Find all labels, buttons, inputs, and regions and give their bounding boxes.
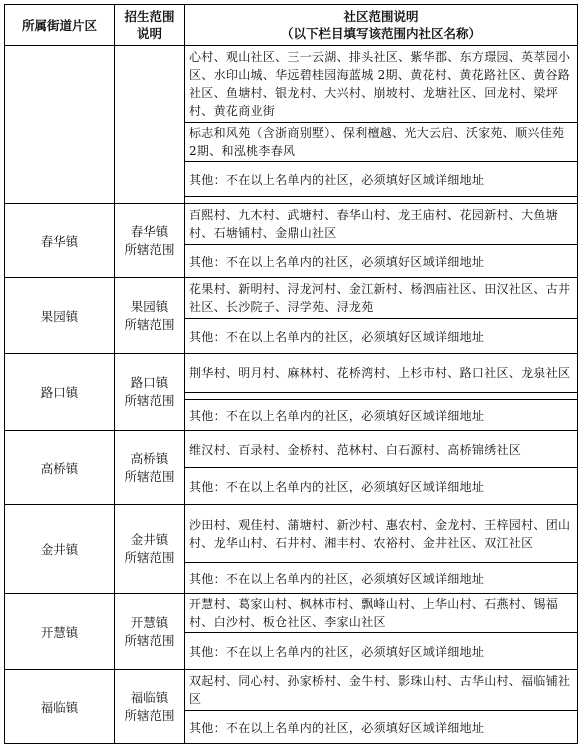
table-row bbox=[5, 278, 578, 319]
scope-line2: 所辖范围 bbox=[124, 468, 175, 484]
table-header-row bbox=[5, 5, 578, 46]
district-cell-empty bbox=[5, 46, 115, 204]
header-scope-line2: 说明 bbox=[136, 26, 162, 41]
scope-line1: 春华镇 bbox=[130, 223, 169, 239]
scope-description bbox=[115, 278, 185, 354]
table-row bbox=[5, 670, 578, 711]
district-name: 春华镇 bbox=[5, 204, 115, 278]
scope-line2: 所辖范围 bbox=[124, 707, 175, 723]
scope-description bbox=[115, 670, 185, 744]
table-row bbox=[5, 431, 578, 468]
other-note: 其他：不在以上名单内的社区，必须填好区域详细地址 bbox=[185, 563, 578, 594]
community-list: 双起村、同心村、孙家桥村、金牛村、影珠山村、古华山村、福临铺社区 bbox=[185, 670, 578, 711]
header-district: 所属街道片区 bbox=[5, 5, 115, 46]
scope-line2: 所辖范围 bbox=[124, 316, 175, 332]
table-row bbox=[5, 46, 578, 123]
other-note: 其他：不在以上名单内的社区，必须填好区域详细地址 bbox=[185, 162, 578, 197]
scope-description bbox=[115, 204, 185, 278]
community-list: 花果村、新明村、浔龙河村、金江新村、杨泗庙社区、田汉社区、古井社区、长沙院子、浔学苑、浔龙苑 bbox=[185, 278, 578, 319]
community-list: 心村、观山社区、三一云湖、排头社区、紫华郡、东方璟园、英萃园小区、水印山城、华远碧桂园海蓝城 2期、黄花村、黄花路社区、黄谷路社区、鱼塘村、银龙村、大兴村、崩坡村、龙塘社区、回龙村、梁坪村、黄花商业街 bbox=[185, 46, 578, 123]
community-list: 标志和风苑（含浙商别墅）、保利檀越、光大云启、沃家苑、顺兴佳苑 2期、和泓桃李春风 bbox=[185, 123, 578, 162]
district-name: 果园镇 bbox=[5, 278, 115, 354]
scope-line2: 所辖范围 bbox=[124, 241, 175, 257]
table-row bbox=[5, 354, 578, 393]
blank-cell bbox=[185, 393, 578, 400]
table-row bbox=[5, 204, 578, 245]
community-list: 开慧村、葛家山村、枫林市村、飘峰山村、上华山村、石燕村、锡福村、白沙村、板仓社区、李家山社区 bbox=[185, 594, 578, 633]
district-name: 路口镇 bbox=[5, 354, 115, 431]
header-community-line1: 社区范围说明 bbox=[343, 9, 419, 24]
scope-line1: 路口镇 bbox=[130, 375, 169, 390]
community-list: 维汉村、百录村、金桥村、范林村、白石源村、高桥锦绣社区 bbox=[185, 431, 578, 468]
other-note: 其他：不在以上名单内的社区，必须填好区域详细地址 bbox=[185, 633, 578, 670]
scope-description bbox=[115, 505, 185, 594]
scope-line2: 所辖范围 bbox=[124, 550, 175, 565]
scope-line1: 高桥镇 bbox=[130, 450, 169, 466]
scope-description bbox=[115, 594, 185, 670]
blank-cell bbox=[185, 197, 578, 204]
scope-description bbox=[115, 354, 185, 431]
header-scope-note bbox=[115, 5, 185, 46]
community-list: 沙田村、观佳村、蒲塘村、新沙村、惠农村、金龙村、王梓园村、团山村、龙华山村、石井村、湘丰村、农裕村、金井社区、双江社区 bbox=[185, 505, 578, 563]
other-note: 其他：不在以上名单内的社区，必须填好区域详细地址 bbox=[185, 711, 578, 744]
scope-line1: 果园镇 bbox=[130, 298, 169, 314]
header-community-line2: （以下栏目填写该范围内社区名称） bbox=[280, 26, 481, 41]
scope-line1: 福临镇 bbox=[130, 689, 169, 705]
header-community-note bbox=[185, 5, 578, 46]
district-name: 福临镇 bbox=[5, 670, 115, 744]
other-note: 其他：不在以上名单内的社区，必须填好区域详细地址 bbox=[185, 400, 578, 431]
scope-line1: 开慧镇 bbox=[130, 614, 169, 630]
community-scope-table bbox=[4, 4, 578, 744]
community-list: 荆华村、明月村、麻林村、花桥湾村、上杉市村、路口社区、龙泉社区 bbox=[185, 354, 578, 393]
header-scope-line1: 招生范围 bbox=[124, 9, 175, 24]
scope-description bbox=[115, 431, 185, 505]
table-row bbox=[5, 505, 578, 563]
table-row bbox=[5, 594, 578, 633]
scope-cell-empty bbox=[115, 46, 185, 204]
scope-line2: 所辖范围 bbox=[124, 393, 175, 408]
scope-line1: 金井镇 bbox=[130, 532, 169, 547]
district-name: 高桥镇 bbox=[5, 431, 115, 505]
other-note: 其他：不在以上名单内的社区，必须填好区域详细地址 bbox=[185, 245, 578, 278]
district-name: 金井镇 bbox=[5, 505, 115, 594]
district-name: 开慧镇 bbox=[5, 594, 115, 670]
other-note: 其他：不在以上名单内的社区，必须填好区域详细地址 bbox=[185, 319, 578, 354]
community-list: 百熙村、九木村、武塘村、春华山村、龙王庙村、花园新村、大鱼塘村、石塘铺村、金鼎山社区 bbox=[185, 204, 578, 245]
scope-line2: 所辖范围 bbox=[124, 632, 175, 648]
other-note: 其他：不在以上名单内的社区，必须填好区域详细地址 bbox=[185, 468, 578, 505]
